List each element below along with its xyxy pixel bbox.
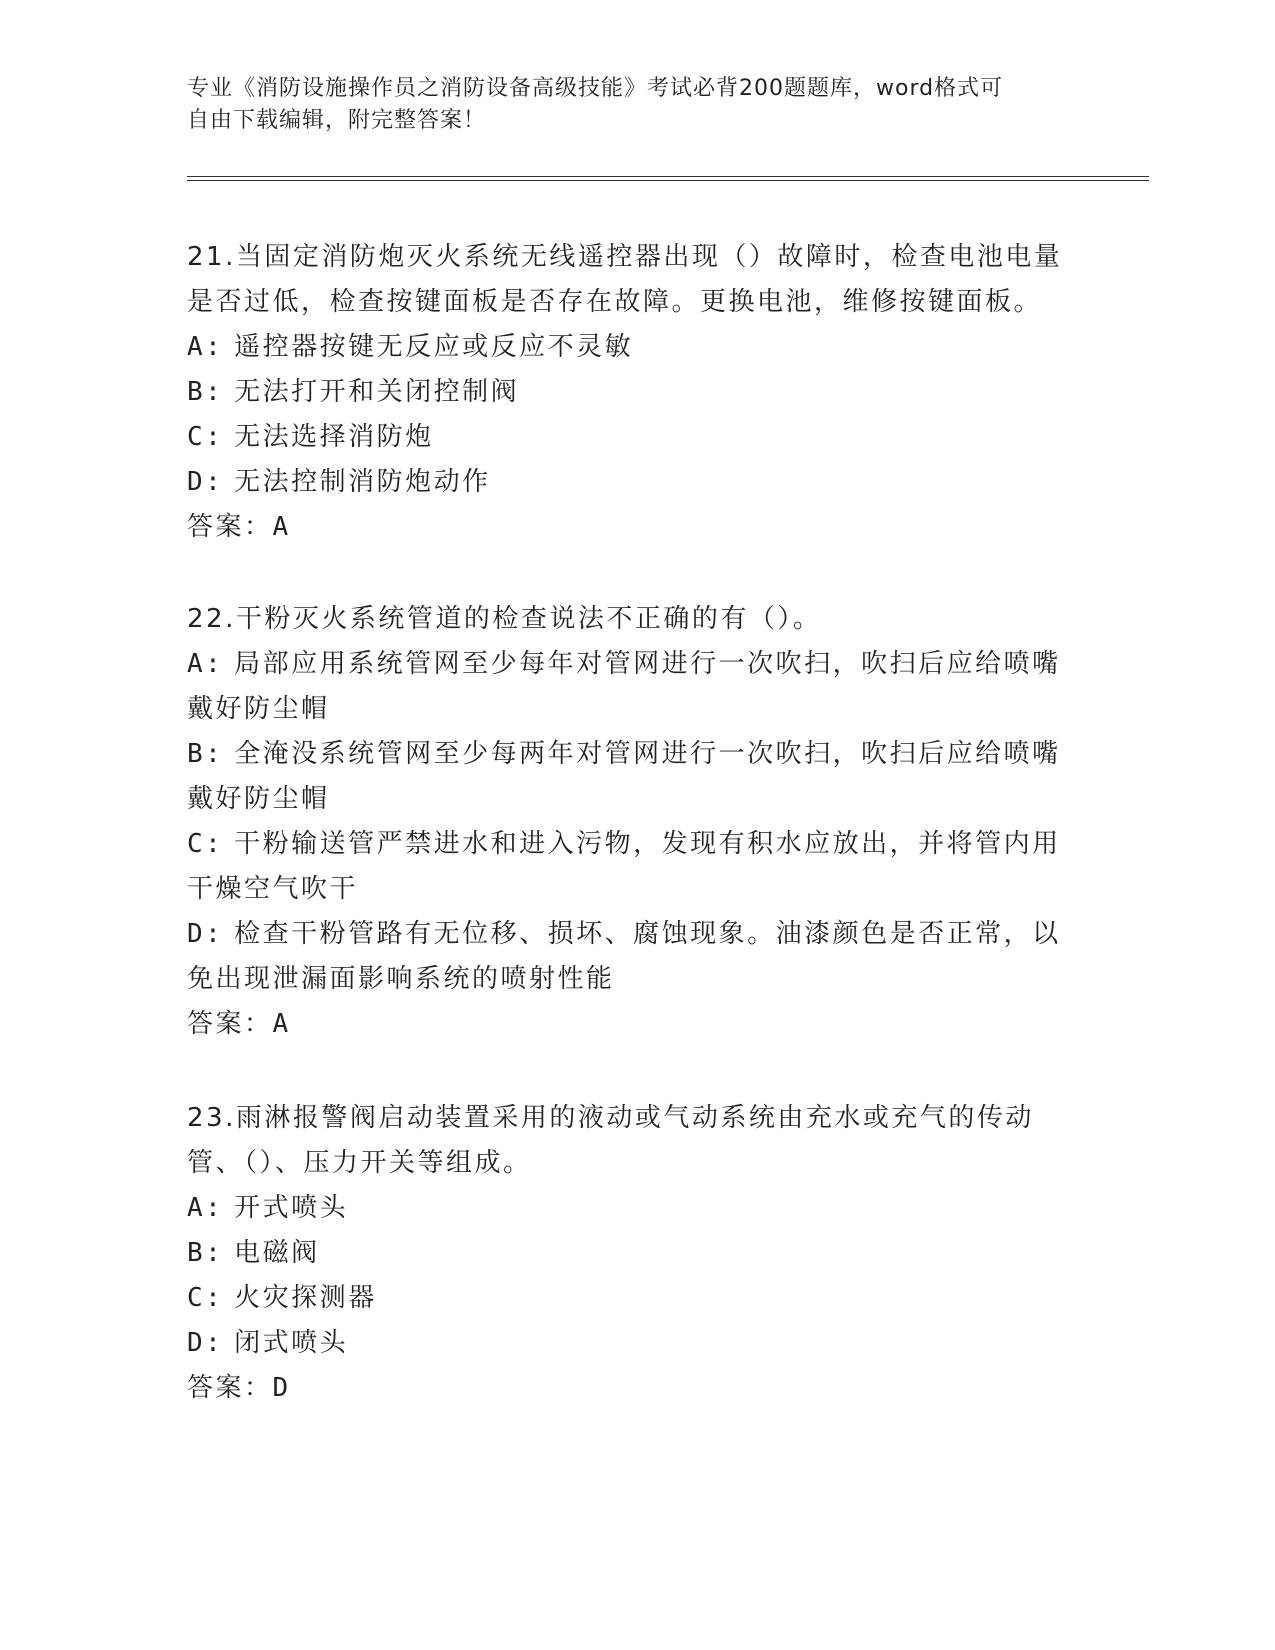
question-stem: 23.雨淋报警阀启动装置采用的液动或气动系统由充水或充气的传动管、（）、压力开关等组成。 [187, 1103, 1034, 1178]
option-label: A: [187, 1193, 224, 1223]
option-label: D: [187, 1328, 224, 1358]
answer-value: D [272, 1373, 291, 1403]
option-text: 遥控器按键无反应或反应不灵敏 [234, 332, 634, 362]
answer-label: 答案： [187, 512, 273, 542]
option-text: 全淹没系统管网至少每两年对管网进行一次吹扫，吹扫后应给喷嘴戴好防尘帽 [187, 739, 1061, 814]
answer-line [187, 1002, 1087, 1047]
option-a [187, 325, 1087, 370]
option-c [187, 415, 1087, 460]
option-label: C: [187, 829, 224, 859]
option-a [187, 1186, 1087, 1231]
option-c [187, 1276, 1087, 1321]
option-text: 无法选择消防炮 [234, 422, 434, 452]
option-b [187, 1231, 1087, 1276]
option-d [187, 460, 1087, 505]
option-label: D: [187, 919, 224, 949]
option-text: 干粉输送管严禁进水和进入污物，发现有积水应放出，并将管内用干燥空气吹干 [187, 829, 1061, 904]
option-text: 闭式喷头 [234, 1328, 349, 1358]
answer-value: A [272, 1009, 291, 1039]
option-label: A: [187, 649, 224, 679]
option-label: A: [187, 332, 224, 362]
question-stem: 22.干粉灭火系统管道的检查说法不正确的有（）。 [187, 604, 822, 634]
header-title-line2: 自由下载编辑，附完整答案！ [187, 108, 487, 133]
option-label: B: [187, 377, 224, 407]
option-label: B: [187, 739, 224, 769]
header-divider [187, 176, 1149, 181]
question-22 [187, 597, 1087, 1047]
option-a [187, 642, 1087, 732]
option-d [187, 912, 1087, 1002]
option-label: B: [187, 1238, 224, 1268]
answer-line [187, 505, 1087, 550]
answer-label: 答案： [187, 1373, 273, 1403]
option-b [187, 370, 1087, 415]
option-text: 局部应用系统管网至少每年对管网进行一次吹扫，吹扫后应给喷嘴戴好防尘帽 [187, 649, 1061, 724]
option-b [187, 732, 1087, 822]
document-header [187, 73, 1087, 137]
option-text: 无法打开和关闭控制阀 [234, 377, 520, 407]
header-title-line1: 专业《消防设施操作员之消防设备高级技能》考试必背200题题库，word格式可 [187, 76, 1004, 101]
option-text: 无法控制消防炮动作 [234, 467, 491, 497]
option-text: 电磁阀 [234, 1238, 320, 1268]
question-23 [187, 1096, 1087, 1411]
answer-value: A [272, 512, 291, 542]
option-c [187, 822, 1087, 912]
option-d [187, 1321, 1087, 1366]
question-21 [187, 235, 1087, 550]
option-text: 检查干粉管路有无位移、损坏、腐蚀现象。油漆颜色是否正常，以免出现泄漏面影响系统的喷射性能 [187, 919, 1061, 994]
answer-label: 答案： [187, 1009, 273, 1039]
option-text: 开式喷头 [234, 1193, 349, 1223]
option-label: C: [187, 1283, 224, 1313]
option-text: 火灾探测器 [234, 1283, 377, 1313]
question-stem: 21.当固定消防炮灭火系统无线遥控器出现（）故障时，检查电池电量是否过低，检查按键面板是否存在故障。更换电池，维修按键面板。 [187, 242, 1063, 317]
answer-line [187, 1366, 1087, 1411]
option-label: C: [187, 422, 224, 452]
option-label: D: [187, 467, 224, 497]
